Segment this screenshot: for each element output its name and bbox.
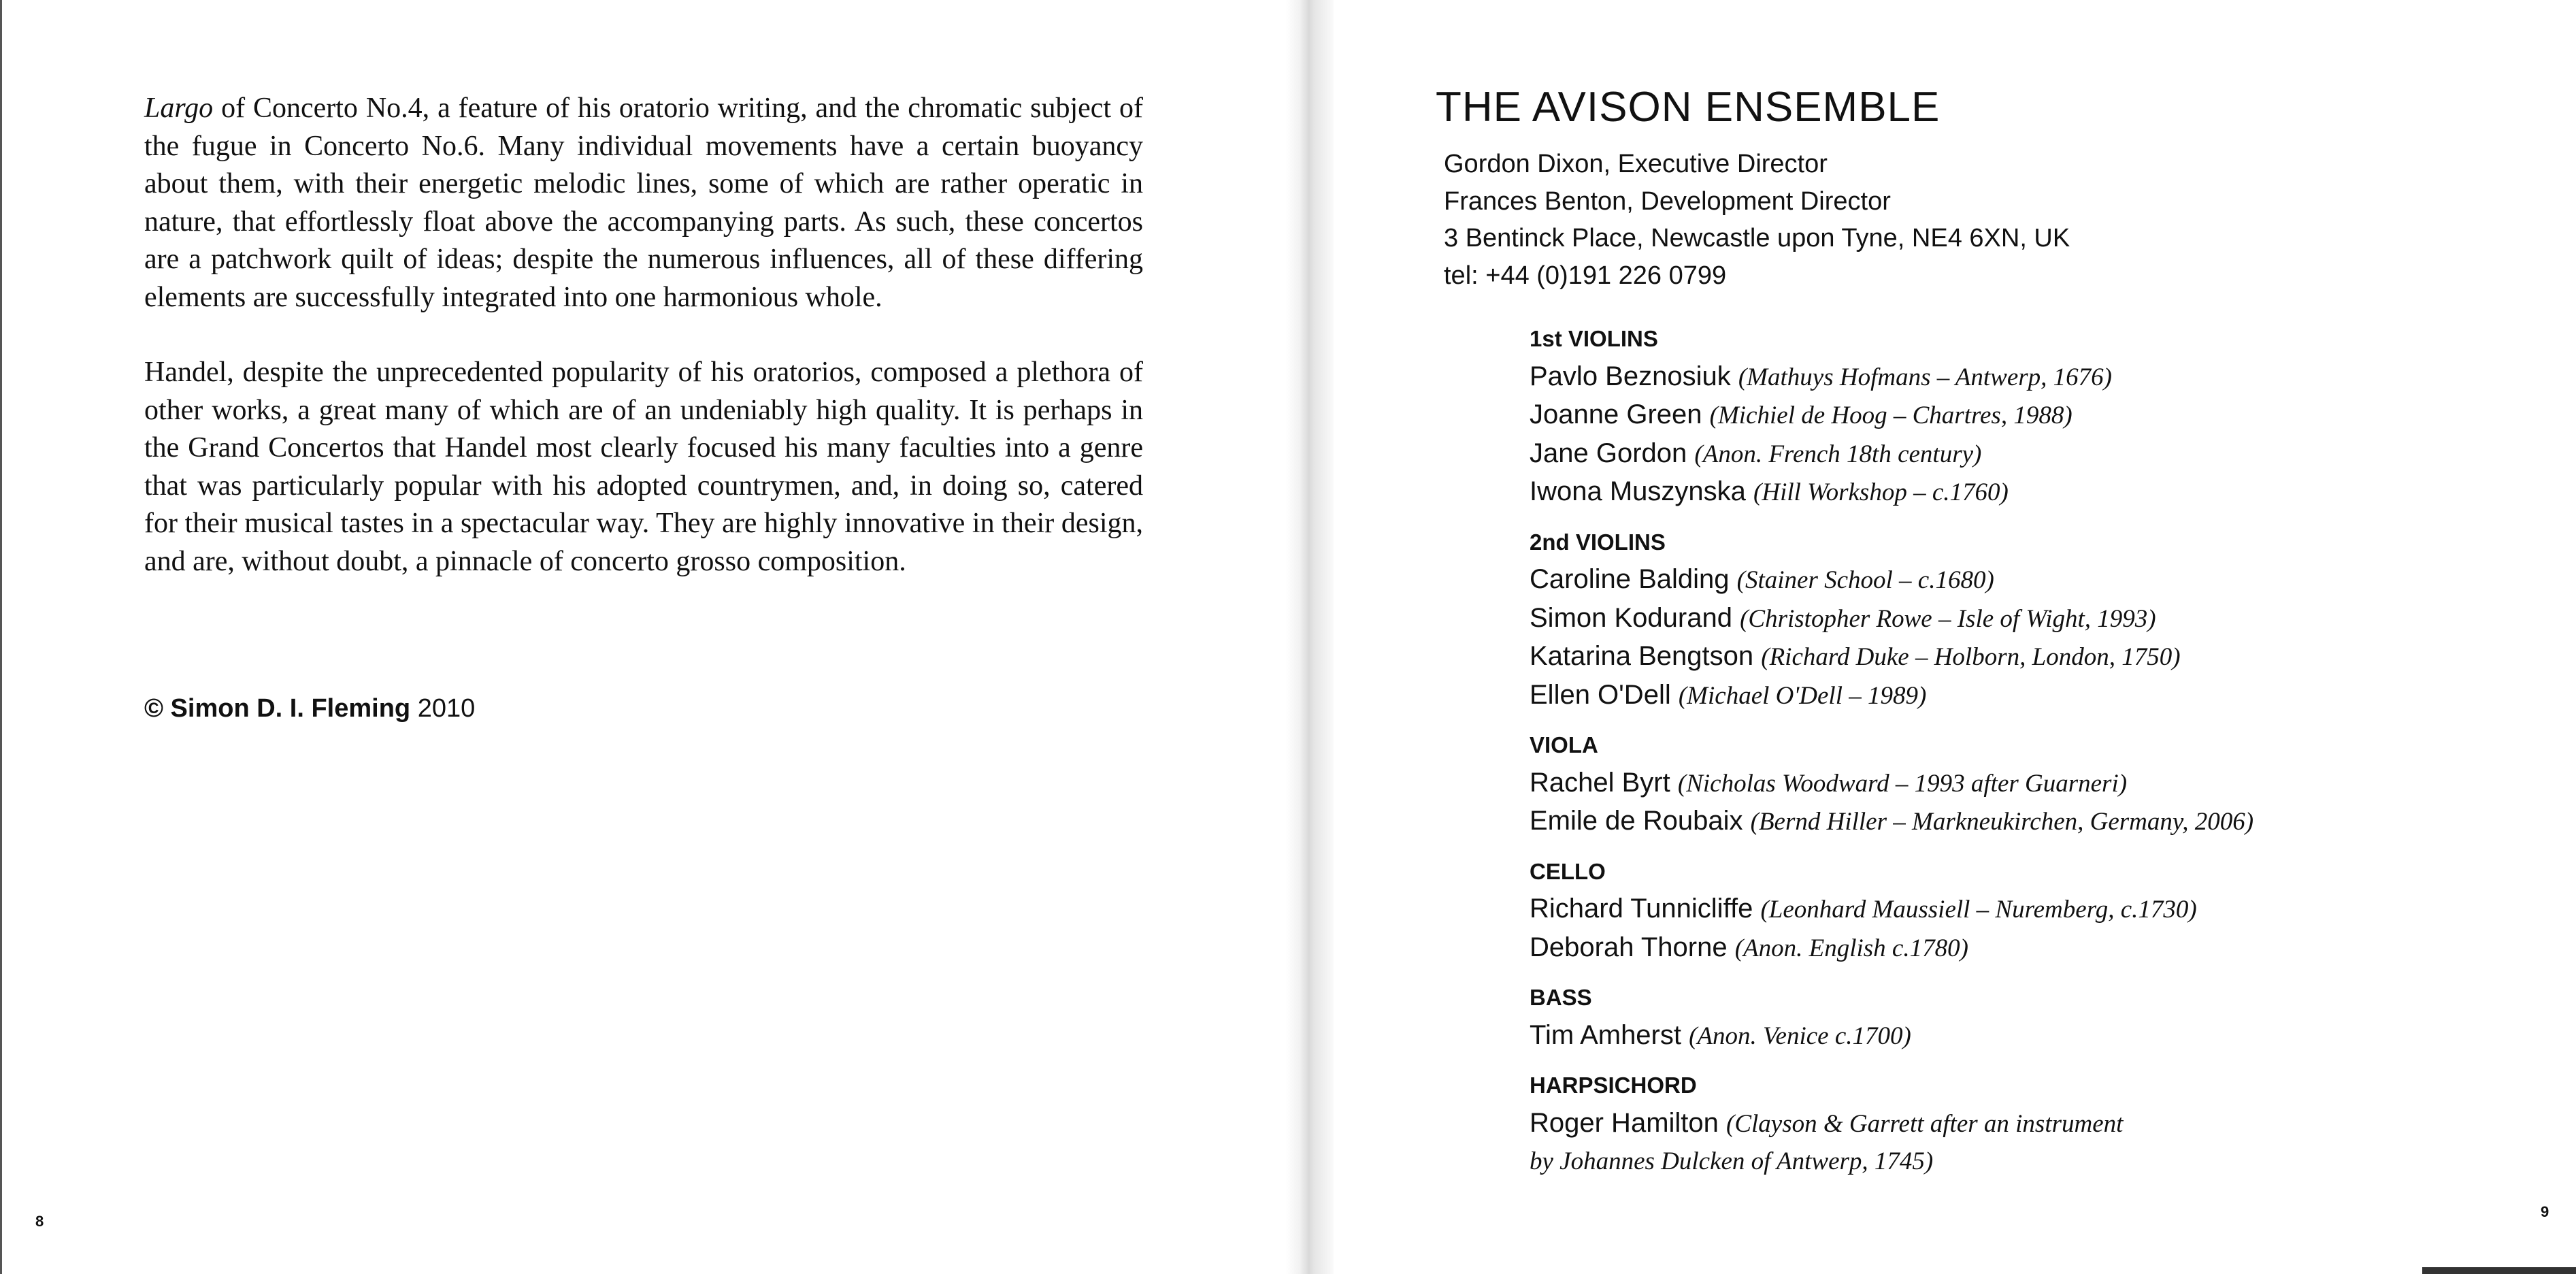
player-name: Iwona Muszynska — [1530, 476, 1746, 506]
player-instrument: (Anon. French 18th century) — [1694, 440, 1982, 468]
paragraph-1 — [144, 90, 1143, 316]
player-entry — [1530, 358, 2253, 397]
contact-line: tel: +44 (0)191 226 0799 — [1444, 261, 1727, 290]
copyright — [144, 694, 475, 723]
italic-term: Largo — [144, 93, 214, 124]
player-instrument-continued: by Johannes Dulcken of Antwerp, 1745) — [1530, 1147, 1934, 1175]
player-name: Emile de Roubaix — [1530, 806, 1743, 836]
player-entry — [1530, 396, 2253, 435]
section-heading: 1st VIOLINS — [1530, 326, 1658, 351]
player-instrument: (Michiel de Hoog – Chartres, 1988) — [1709, 402, 2073, 429]
contact-line: Frances Benton, Development Director — [1444, 186, 1891, 216]
player-entry — [1530, 1105, 2253, 1143]
player-name: Tim Amherst — [1530, 1019, 1681, 1050]
player-instrument: (Michael O'Dell – 1989) — [1678, 681, 1927, 710]
contact-line: 3 Bentinck Place, Newcastle upon Tyne, NE4 6XN, UK — [1444, 224, 2070, 252]
player-name: Ellen O'Dell — [1530, 679, 1671, 710]
player-instrument: (Christopher Rowe – Isle of Wight, 1993) — [1740, 604, 2156, 633]
ensemble-title: THE AVISON ENSEMBLE — [1436, 84, 1941, 131]
player-entry — [1530, 802, 2253, 841]
player-name: Joanne Green — [1530, 399, 1702, 429]
contact-line: Gordon Dixon, Executive Director — [1444, 150, 1828, 178]
section-heading: 2nd VIOLINS — [1530, 529, 1666, 555]
player-name: Simon Kodurand — [1530, 602, 1732, 633]
page-number-right: 9 — [2541, 1203, 2549, 1220]
page-number-left: 8 — [35, 1213, 44, 1230]
essay-text — [144, 90, 1143, 618]
player-instrument: (Clayson & Garrett after an instrument — [1726, 1109, 2124, 1138]
player-instrument: (Hill Workshop – c.1760) — [1753, 478, 2009, 506]
player-entry — [1530, 929, 2253, 968]
copyright-author: © Simon D. I. Fleming — [144, 694, 411, 723]
player-entry — [1530, 764, 2253, 803]
section-heading: BASS — [1530, 985, 1592, 1010]
player-instrument: (Leonhard Maussiell – Nuremberg, c.1730) — [1760, 896, 2197, 924]
player-instrument: (Anon. Venice c.1700) — [1689, 1022, 1911, 1050]
contact-info — [1444, 146, 2070, 294]
player-name: Katarina Bengtson — [1530, 641, 1754, 671]
player-name: Deborah Thorne — [1530, 932, 1728, 962]
player-instrument: (Stainer School – c.1680) — [1736, 566, 1994, 594]
book-spine — [1286, 0, 1334, 1274]
ensemble-roster — [1530, 320, 2253, 1181]
player-name: Richard Tunnicliffe — [1530, 894, 1753, 924]
player-name: Roger Hamilton — [1530, 1107, 1719, 1138]
player-entry — [1530, 600, 2253, 638]
player-instrument: (Richard Duke – Holborn, London, 1750) — [1761, 643, 2181, 671]
player-name: Caroline Balding — [1530, 564, 1730, 594]
player-name: Rachel Byrt — [1530, 767, 1670, 798]
player-instrument: (Mathuys Hofmans – Antwerp, 1676) — [1738, 363, 2113, 391]
paragraph-1-text: of Concerto No.4, a feature of his oratorio writing, and the chromatic subject of the fugue in Concerto No.6. Many individual movements have a certain buoyancy about them, with their energetic melodic lines, some of which are rather operatic in nature, that effortlessly float above the accompanying parts. As such, these concertos are a patchwork quilt of ideas; despite the numerous influences, all of these differing elements are successfully integrated into one harmonious whole. — [144, 93, 1143, 313]
player-name: Pavlo Beznosiuk — [1530, 361, 1731, 391]
page-edge — [0, 0, 2, 1274]
player-instrument: (Bernd Hiller – Markneukirchen, Germany, 2006) — [1750, 808, 2254, 836]
section-heading: VIOLA — [1530, 732, 1598, 757]
paragraph-2: Handel, despite the unprecedented popularity of his oratorios, composed a plethora of other works, a great many of which are of an undeniably high quality. It is perhaps in the Grand Concertos that Handel most clearly focused his many faculties into a genre that was particularly popular with his adopted countrymen, and, in doing so, catered for their musical tastes in a spectacular way. They are highly innovative in their design, and are, without doubt, a pinnacle of concerto grosso composition. — [144, 357, 1143, 577]
player-entry — [1530, 435, 2253, 474]
player-entry — [1530, 473, 2253, 512]
section-heading: CELLO — [1530, 858, 1606, 884]
player-name: Jane Gordon — [1530, 438, 1687, 468]
player-entry — [1530, 890, 2253, 929]
player-entry — [1530, 561, 2253, 600]
copyright-year: 2010 — [410, 694, 476, 723]
player-instrument: (Anon. English c.1780) — [1734, 934, 1968, 962]
player-entry — [1530, 638, 2253, 676]
player-entry — [1530, 1017, 2253, 1056]
section-heading: HARPSICHORD — [1530, 1073, 1697, 1098]
player-entry — [1530, 676, 2253, 715]
player-instrument: (Nicholas Woodward – 1993 after Guarneri) — [1677, 769, 2128, 798]
page-edge-bottom — [2422, 1267, 2576, 1274]
